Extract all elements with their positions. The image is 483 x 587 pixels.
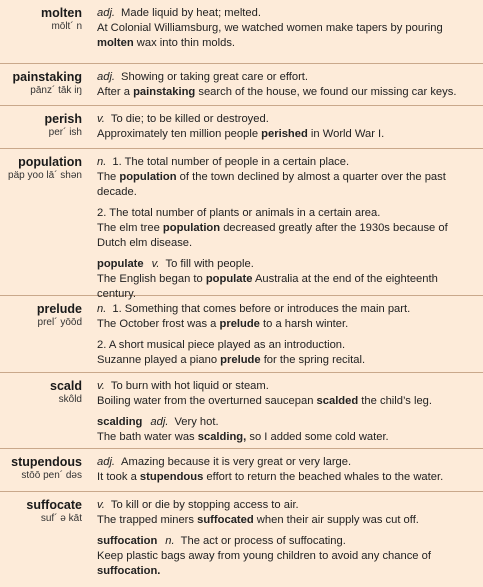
definition-line	[97, 549, 469, 564]
definition-text: Amazing because it is very great or very large.	[121, 456, 352, 468]
definition-line	[97, 257, 469, 272]
definition-text: search of the house, we found our missing car keys.	[195, 86, 457, 98]
definition-text: It took a	[97, 471, 140, 483]
definition-text: The trapped miners	[97, 514, 198, 526]
definition-line	[97, 379, 469, 394]
part-of-speech: adj.	[97, 456, 116, 468]
entry-perish	[0, 106, 483, 149]
definition-line	[97, 112, 469, 127]
definition-line	[97, 170, 469, 185]
entry-headword-column	[4, 6, 82, 33]
part-of-speech: v.	[97, 113, 105, 125]
entry-headword-column	[4, 70, 82, 97]
entry-headword-column	[4, 379, 82, 406]
definition-text: wax into thin molds.	[133, 37, 236, 49]
definition-line	[97, 185, 469, 200]
part-of-speech: adj.	[97, 7, 116, 19]
entry-headword-column	[4, 112, 82, 139]
definition-line	[97, 353, 469, 368]
definition-text: The bath water was	[97, 431, 198, 443]
part-of-speech: n.	[97, 303, 107, 315]
part-of-speech: v.	[97, 380, 105, 392]
entry-suffocate	[0, 492, 483, 587]
definition-text: decade.	[97, 186, 137, 198]
definition-line	[97, 272, 469, 287]
bold-term: scalding,	[197, 431, 247, 443]
definition-text: Keep plastic bags away from young children to avoid any chance of	[97, 550, 431, 562]
definition-line	[97, 206, 469, 221]
entry-headword-column	[4, 302, 82, 329]
definition-line	[97, 21, 469, 36]
headword: scald	[50, 379, 82, 393]
bold-term: prelude	[219, 318, 260, 330]
headword: prelude	[36, 302, 82, 316]
definition-block	[97, 302, 469, 368]
definition-line	[97, 155, 469, 170]
definition-text: The English began to	[97, 273, 206, 285]
definition-line	[97, 415, 469, 430]
headword: perish	[44, 112, 82, 126]
definition-line	[97, 455, 469, 470]
definition-line	[97, 534, 469, 549]
definition-block	[97, 155, 469, 302]
definition-text: for the spring recital.	[260, 354, 366, 366]
definition-line	[97, 338, 469, 353]
definition-text: when their air supply was cut off.	[253, 514, 419, 526]
definition-text: 2. The total number of plants or animals in a certain area.	[97, 207, 381, 219]
definition-block	[97, 498, 469, 579]
definition-line	[97, 236, 469, 251]
entry-headword-column	[4, 498, 82, 525]
definition-text: so I added some cold water.	[246, 431, 389, 443]
definition-text: century.	[97, 288, 136, 300]
definition-text: Boiling water from the overturned saucepan	[97, 395, 317, 407]
pronunciation: suf´ ə kāt	[40, 513, 82, 524]
definition-text: To fill with people.	[165, 258, 254, 270]
definition-line	[97, 127, 469, 142]
definition-block	[97, 379, 469, 445]
definition-block	[97, 70, 469, 100]
definition-text: Very hot.	[174, 416, 219, 428]
definition-block	[97, 455, 469, 485]
entry-stupendous	[0, 449, 483, 492]
part-of-speech: n.	[165, 535, 175, 547]
definition-text: The October frost was a	[97, 318, 220, 330]
definition-text: To kill or die by stopping access to air.	[110, 499, 299, 511]
pronunciation: skôld	[58, 394, 82, 405]
bold-term: suffocation.	[97, 565, 161, 577]
definition-text: effort to return the beached whales to the water.	[203, 471, 444, 483]
entry-headword-column	[4, 455, 82, 482]
definition-line	[97, 317, 469, 332]
definition-line	[97, 564, 469, 579]
definition-text: 1. Something that comes before or introduces the main part.	[112, 303, 411, 315]
pronunciation: mōlt´ n	[51, 21, 82, 32]
entry-scald	[0, 373, 483, 449]
definition-text: After a	[97, 86, 134, 98]
definition-text: To burn with hot liquid or steam.	[110, 380, 269, 392]
definition-text: 1. The total number of people in a certain place.	[112, 156, 350, 168]
bold-term: stupendous	[139, 471, 204, 483]
definition-line	[97, 36, 469, 51]
definition-text: Suzanne played a piano	[97, 354, 221, 366]
definition-text: decreased greatly after the 1930s because of	[220, 222, 448, 234]
definition-line	[97, 6, 469, 21]
part-of-speech: adj.	[150, 416, 169, 428]
definition-text: Australia at the end of the eighteenth	[252, 273, 438, 285]
pronunciation: päp yoo lā´ shən	[8, 170, 82, 181]
bold-term: population	[162, 222, 221, 234]
definition-text: Dutch elm disease.	[97, 237, 193, 249]
definition-text: the child’s leg.	[358, 395, 433, 407]
headword: molten	[41, 6, 82, 20]
definition-line	[97, 498, 469, 513]
related-form: scalding	[97, 416, 143, 428]
part-of-speech: v.	[151, 258, 160, 270]
definition-text: 2. A short musical piece played as an introduction.	[97, 339, 346, 351]
entry-painstaking	[0, 64, 483, 106]
bold-term: population	[119, 171, 177, 183]
headword: suffocate	[26, 498, 82, 512]
definition-text: to a harsh winter.	[259, 318, 349, 330]
definition-text: in World War I.	[307, 128, 385, 140]
definition-text: The	[97, 171, 120, 183]
definition-line	[97, 513, 469, 528]
pronunciation: prel´ yōōd	[37, 317, 82, 328]
headword: painstaking	[12, 70, 82, 84]
definition-line	[97, 70, 469, 85]
definition-text: The act or process of suffocating.	[180, 535, 346, 547]
bold-term: populate	[205, 273, 253, 285]
definition-text: The elm tree	[97, 222, 163, 234]
bold-term: molten	[97, 37, 134, 49]
definition-line	[97, 302, 469, 317]
bold-term: painstaking	[133, 86, 196, 98]
pronunciation: stōō pen´ dəs	[21, 470, 82, 481]
related-form: suffocation	[97, 535, 158, 547]
pronunciation: per´ ish	[48, 127, 82, 138]
definition-text: Made liquid by heat; melted.	[121, 7, 261, 19]
definition-block	[97, 6, 469, 51]
part-of-speech: v.	[97, 499, 105, 511]
definition-text: Approximately ten million people	[97, 128, 262, 140]
definition-line	[97, 85, 469, 100]
definition-block	[97, 112, 469, 142]
entry-population	[0, 149, 483, 300]
definition-line	[97, 430, 469, 445]
definition-line	[97, 221, 469, 236]
related-form: populate	[97, 258, 144, 270]
definition-line	[97, 470, 469, 485]
definition-text: Showing or taking great care or effort.	[121, 71, 309, 83]
bold-term: prelude	[220, 354, 261, 366]
entry-molten	[0, 0, 483, 64]
definition-line	[97, 394, 469, 409]
bold-term: suffocated	[197, 514, 254, 526]
definition-text: To die; to be killed or destroyed.	[110, 113, 269, 125]
part-of-speech: adj.	[97, 71, 116, 83]
bold-term: scalded	[316, 395, 359, 407]
bold-term: perished	[261, 128, 308, 140]
entry-headword-column	[4, 155, 82, 182]
pronunciation: pānz´ tāk iŋ	[30, 85, 82, 96]
definition-text: At Colonial Williamsburg, we watched women make tapers by pouring	[97, 22, 443, 34]
headword: population	[18, 155, 82, 169]
entry-prelude	[0, 296, 483, 373]
part-of-speech: n.	[97, 156, 107, 168]
definition-text: of the town declined by almost a quarter over the past	[176, 171, 446, 183]
headword: stupendous	[11, 455, 82, 469]
